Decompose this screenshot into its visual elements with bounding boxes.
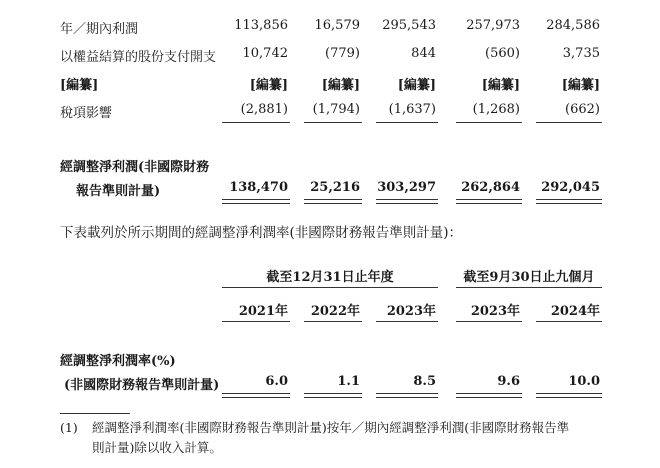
cell-value: (662) (565, 102, 600, 117)
cell-value: 3,735 (562, 46, 600, 61)
margin-label-line2: (非國際財務報告準則計量) (64, 378, 220, 393)
row-label-share-based-payment: 以權益結算的股份支付開支 (60, 50, 217, 65)
column-header: 2021年 (238, 304, 288, 319)
total-label-line2: 報告準則計量) (76, 184, 161, 199)
margin-double-rule (536, 393, 602, 398)
group-rule (222, 287, 438, 288)
intro-text: 下表載列於所示期間的經調整淨利潤率(非國際財務報告準則計量)： (60, 225, 463, 241)
header-rule (456, 321, 522, 322)
header-rule (536, 321, 602, 322)
row-label-profit: 年／期內利潤 (60, 22, 139, 37)
column-header: 2022年 (310, 304, 360, 319)
cell-value: [編纂] (561, 78, 600, 93)
cell-value: 295,543 (382, 18, 436, 33)
cell-value: 284,586 (546, 18, 600, 33)
column-header: 2023年 (386, 304, 436, 319)
total-value: 292,045 (541, 180, 600, 195)
footnote-separator (60, 413, 130, 414)
column-header: 2024年 (550, 304, 600, 319)
total-value: 25,216 (310, 180, 360, 195)
cell-value: (1,794) (312, 102, 360, 117)
margin-value: 6.0 (265, 374, 288, 389)
total-double-rule (536, 199, 602, 204)
total-value: 138,470 (229, 180, 288, 195)
total-double-rule (456, 199, 522, 204)
footnote-line1: 經調整淨利潤率(非國際財務報告準則計量)按年／期內經調整淨利潤(非國際財務報告準 (92, 420, 570, 435)
total-double-rule (222, 199, 290, 204)
cell-value: [編纂] (397, 78, 436, 93)
margin-value: 9.6 (497, 374, 520, 389)
group-header-nine-months: 截至9月30日止九個月 (463, 270, 595, 285)
column-rule (536, 122, 602, 123)
cell-value: [編纂] (249, 78, 288, 93)
margin-double-rule (376, 393, 438, 398)
column-rule (456, 122, 522, 123)
header-rule (222, 321, 290, 322)
cell-value: 16,579 (314, 18, 360, 33)
total-double-rule (376, 199, 438, 204)
cell-value: [編纂] (481, 78, 520, 93)
total-value: 303,297 (377, 180, 436, 195)
margin-value: 8.5 (413, 374, 436, 389)
margin-value: 10.0 (568, 374, 600, 389)
cell-value: (1,637) (388, 102, 436, 117)
cell-value: (779) (325, 46, 360, 61)
column-header: 2023年 (470, 304, 520, 319)
cell-value: [編纂] (321, 78, 360, 93)
cell-value: 10,742 (242, 46, 288, 61)
cell-value: 844 (411, 46, 436, 61)
cell-value: (2,881) (240, 102, 288, 117)
header-rule (376, 321, 438, 322)
cell-value: (560) (485, 46, 520, 61)
margin-value: 1.1 (337, 374, 360, 389)
total-value: 262,864 (461, 180, 520, 195)
group-rule (456, 287, 602, 288)
cell-value: 257,973 (466, 18, 520, 33)
row-label-redacted: [編纂] (60, 78, 99, 93)
footnote-marker: (1) (60, 420, 78, 435)
margin-double-rule (456, 393, 522, 398)
column-rule (222, 122, 290, 123)
cell-value: 113,856 (234, 18, 288, 33)
margin-double-rule (304, 393, 362, 398)
cell-value: (1,268) (472, 102, 520, 117)
footnote-line2: 則計量)除以收入計算。 (92, 440, 222, 455)
total-double-rule (304, 199, 362, 204)
margin-double-rule (222, 393, 290, 398)
row-label-tax-effect: 稅項影響 (60, 106, 113, 121)
margin-label-line1: 經調整淨利潤率(%) (60, 354, 176, 369)
group-header-annual: 截至12月31日止年度 (266, 270, 394, 285)
column-rule (304, 122, 362, 123)
total-label-line1: 經調整淨利潤(非國際財務 (60, 160, 210, 175)
header-rule (304, 321, 362, 322)
column-rule (376, 122, 438, 123)
